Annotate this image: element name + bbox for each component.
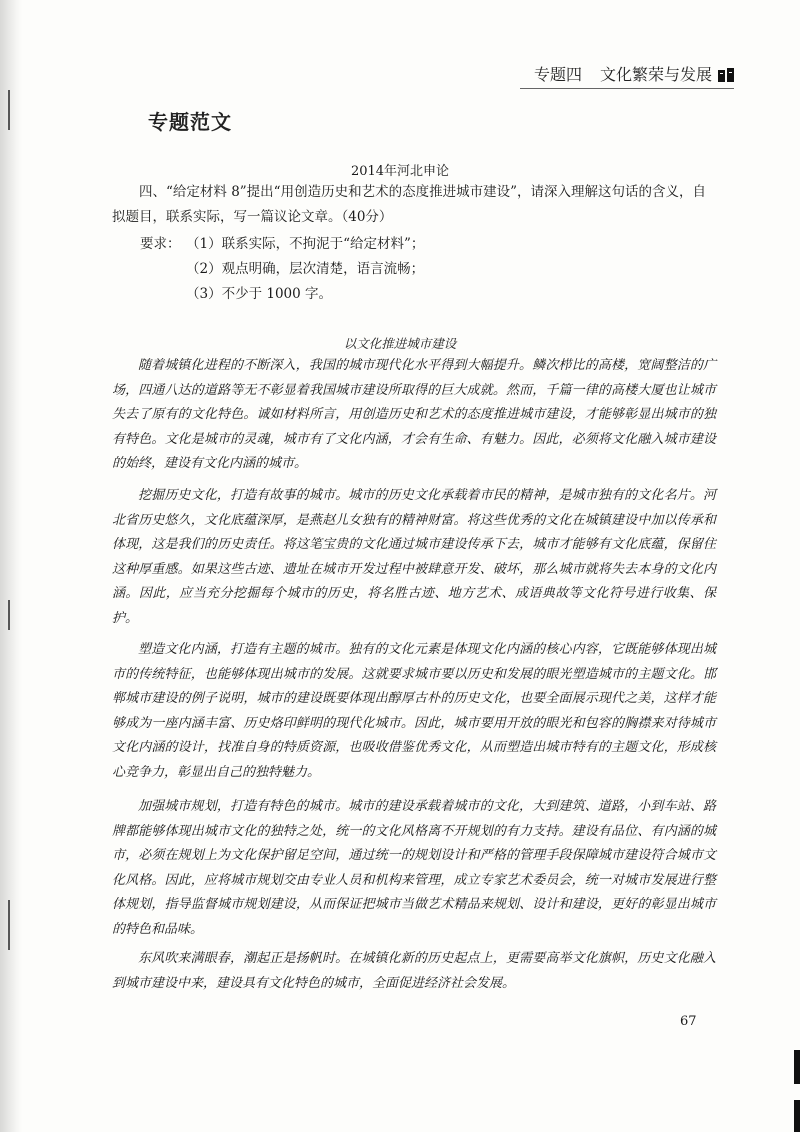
book-icon	[718, 67, 734, 81]
paragraph-text: 塑造文化内涵，打造有主题的城市。独有的文化元素是体现文化内涵的核心内容，它既能够体现出城市的传统特征，也能够体现出城市的发展。这就要求城市要以历史和发展的眼光塑造城市的主题文化。邯郸城市建设的例子说明，城市的建设既要体现出醇厚古朴的历史文化，也要全面展示现代之美，这样才能够成为一座内涵丰富、历史烙印鲜明的现代化城市。因此，城市要用开放的眼光和包容的胸襟来对待城市文化内涵的设计，找准自身的特质资源，也吸收借鉴优秀文化，从而塑造出城市特有的主题文化，形成核心竞争力，彰显出自己的独特魅力。	[112, 642, 716, 780]
section-title: 专题范文	[148, 110, 232, 134]
scan-edge-bar	[794, 1050, 800, 1084]
scan-mark	[8, 900, 10, 950]
requirement-item: （3）不少于 1000 字。	[186, 286, 333, 302]
header-rule	[520, 88, 734, 89]
question-line: 拟题目，联系实际，写一篇议论文章。（40分）	[112, 209, 393, 225]
paragraph-text: 随着城镇化进程的不断深入，我国的城市现代化水平得到大幅提升。鳞次栉比的高楼，宽阔整洁的广场，四通八达的道路等无不彰显着我国城市建设所取得的巨大成就。然而，千篇一律的高楼大厦也让城市失去了原有的文化特色。诚如材料所言，用创造历史和艺术的态度推进城市建设，才能够彰显出城市的独有特色。文化是城市的灵魂，城市有了文化内涵，才会有生命、有魅力。因此，必须将文化融入城市建设的始终，建设有文化内涵的城市。	[112, 358, 716, 471]
requirement-item: （2）观点明确，层次清楚，语言流畅；	[186, 261, 425, 277]
essay-paragraph	[112, 638, 716, 785]
paragraph-text: 东风吹来满眼春，潮起正是扬帆时。在城镇化新的历史起点上，更需要高举文化旗帜，历史文化融入到城市建设中来，建设具有文化特色的城市，全面促进经济社会发展。	[112, 951, 716, 991]
requirements-label: 要求：	[140, 236, 181, 252]
header-title: 文化繁荣与发展	[599, 65, 712, 84]
essay-paragraph	[112, 354, 716, 477]
question-line: 四、“给定材料 8”提出“用创造历史和艺术的态度推进城市建设”，请深入理解这句话的含义，自	[139, 184, 706, 200]
page-number: 67	[680, 1014, 697, 1029]
paragraph-text: 挖掘历史文化，打造有故事的城市。城市的历史文化承载着市民的精神，是城市独有的文化名片。河北省历史悠久，文化底蕴深厚，是燕赵儿女独有的精神财富。将这些优秀的文化在城镇建设中加以传承和体现，这是我们的历史责任。将这笔宝贵的文化通过城市建设传承下去，城市才能够有文化底蕴，保留住这种厚重感。如果这些古迹、遗址在城市开发过程中被肆意开发、破坏，那么城市就将失去本身的文化内涵。因此，应当充分挖掘每个城市的历史，将名胜古迹、地方艺术、成语典故等文化符号进行收集、保护。	[112, 488, 716, 626]
running-header	[534, 62, 734, 85]
question-text	[112, 180, 732, 230]
essay-paragraph	[112, 484, 716, 631]
exam-title: 2014年河北申论	[350, 164, 450, 179]
requirement-item: （1）联系实际，不拘泥于“给定材料”；	[186, 236, 425, 252]
essay-paragraph	[112, 947, 716, 996]
scan-edge-bar	[794, 1100, 800, 1132]
essay-title: 以文化推进城市建设	[343, 336, 457, 351]
scan-mark	[8, 90, 10, 130]
header-topic: 专题四	[533, 65, 582, 84]
essay-paragraph	[112, 795, 716, 942]
paragraph-text: 加强城市规划，打造有特色的城市。城市的建设承载着城市的文化，大到建筑、道路，小到车站、路牌都能够体现出城市文化的独特之处，统一的文化风格离不开规划的有力支持。建设有品位、有内涵的城市，必须在规划上为文化保护留足空间，通过统一的规划设计和严格的管理手段保障城市建设符合城市文化风格。因此，应将城市规划交由专业人员和机构来管理，成立专家艺术委员会，统一对城市发展进行整体规划，指导监督城市规划建设，从而保证把城市当做艺术精品来规划、设计和建设，更好的彰显出城市的特色和品味。	[112, 799, 716, 937]
scan-mark	[8, 600, 10, 630]
